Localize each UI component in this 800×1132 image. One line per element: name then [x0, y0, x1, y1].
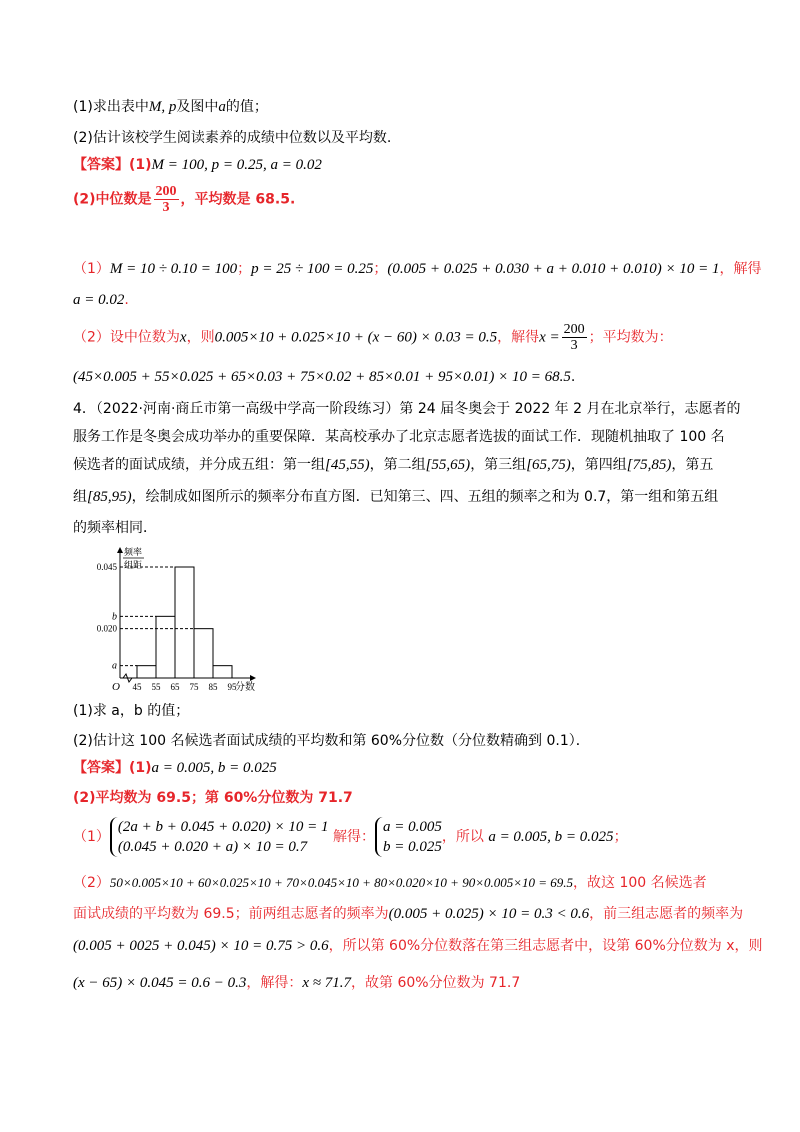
x-tick-label: 75 [189, 682, 199, 692]
solution-4-line-3: 面试成绩的平均数为 69.5；前两组志愿者的频率为(0.005 + 0.025) × 10 = 0.3 < 0.6，前三组志愿者的频率为 [73, 906, 744, 922]
answer-2-line [73, 184, 295, 215]
problem-4-line-3: 候选者的面试成绩，并分成五组：第一组[45,55)，第二组[55,65)，第三组[65,75)，第四组[75,85)，第五 [73, 457, 714, 473]
problem-4-question-2: (2)估计这 100 名候选者面试成绩的平均数和第 60%分位数（分位数精确到 0.1）． [73, 733, 590, 749]
x-axis-arrow [250, 675, 256, 681]
question-text: 及图中 [176, 99, 219, 115]
y-tick-label: b [112, 611, 117, 623]
y-tick-label: 0.045 [96, 562, 117, 572]
fraction: $\frac{200}{3}$ [563, 322, 585, 353]
solution-line-1: （1）M = 10 ÷ 0.10 = 100；p = 25 ÷ 100 = 0.25；(0.005 + 0.025 + 0.030 + a + 0.010 + 0.010) × 10 = 1，解得 [73, 261, 762, 277]
y-tick-label: 0.020 [96, 623, 117, 634]
fraction: $\frac{200}{3}$ [155, 184, 177, 215]
histogram-bar [175, 567, 194, 678]
y-tick-label: a [112, 660, 117, 672]
histogram-bar [194, 629, 213, 678]
solution-line-2: a = 0.02. [73, 292, 129, 308]
equation-system: (2a + b + 0.045 + 0.020) × 10 = 1 (0.045 + 0.020 + a) × 10 = 0.7 [110, 817, 329, 857]
answer-label: 【答案】 [73, 157, 129, 173]
solution-line-3: （2）设中位数为x，则0.005×10 + 0.025×10 + (x − 60) × 0.03 = 0.5，解得x = $\frac{200}{3}$ ；平均数为： [73, 322, 673, 353]
y-axis-arrow [117, 547, 123, 553]
x-tick-label: 85 [208, 682, 218, 692]
x-axis-label: 分数 [235, 682, 255, 693]
problem-4-line-2: 服务工作是冬奥会成功举办的重要保障．某高校承办了北京志愿者选拔的面试工作．现随机抽取了 100 名 [73, 429, 725, 445]
x-tick-label: 45 [132, 682, 142, 692]
origin-label: O [112, 681, 120, 693]
solution-system: a = 0.005 b = 0.025 [375, 817, 442, 857]
question-1-line [73, 96, 268, 118]
y-axis-label-top: 频率 [124, 548, 143, 558]
frequency-histogram [90, 545, 260, 695]
question-2-line: (2)估计该校学生阅读素养的成绩中位数以及平均数. [73, 130, 392, 146]
problem-4-line-4: 组[85,95)，绘制成如图所示的频率分布直方图．已知第三、四、五组的频率之和为 0.7，第一组和第五组 [73, 489, 719, 505]
problem-4-answer-1: 【答案】(1)a = 0.005, b = 0.025 [73, 760, 277, 776]
x-tick-label: 65 [170, 682, 180, 692]
solution-4-line-2: （2）50×0.005×10 + 60×0.025×10 + 70×0.045×10 + 80×0.020×10 + 90×0.005×10 = 69.5，故这 100 名候选者 [73, 875, 707, 891]
x-tick-label: 95 [227, 682, 237, 692]
answer-text: (2)中位数是 [73, 191, 152, 208]
answer-text: ，平均数是 68.5. [180, 191, 296, 208]
histogram-bar [137, 666, 156, 678]
y-axis-label-bottom: 组距 [124, 561, 143, 571]
answer-math: M = 100, p = 0.25, a = 0.02 [151, 157, 322, 173]
histogram-bar [156, 616, 175, 678]
math-vars: M, p [148, 99, 177, 115]
problem-4-question-1: (1)求 a，b 的值； [73, 703, 190, 719]
question-text: 的值； [225, 99, 268, 115]
answer-line [73, 154, 322, 176]
math-var: a [218, 99, 226, 115]
solution-4-line-5: (x − 65) × 0.045 = 0.6 − 0.3，解得：x ≈ 71.7，故第 60%分位数为 71.7 [73, 975, 521, 991]
answer-prefix: (1) [129, 157, 152, 173]
x-tick-label: 55 [151, 682, 161, 692]
problem-4-answer-2: (2)平均数为 69.5；第 60%分位数为 71.7 [73, 790, 353, 806]
solution-4-line-4: (0.005 + 0025 + 0.045) × 10 = 0.75 > 0.6，所以第 60%分位数落在第三组志愿者中，设第 60%分位数为 x，则 [73, 938, 763, 954]
problem-4-line-1: 4．（2022·河南·商丘市第一高级中学高一阶段练习）第 24 届冬奥会于 2022 年 2 月在北京举行，志愿者的 [73, 401, 741, 417]
histogram-bar [213, 666, 232, 678]
problem-4-line-5: 的频率相同． [73, 520, 157, 536]
question-text: (1)求出表中 [73, 99, 149, 115]
solution-line-4: (45×0.005 + 55×0.025 + 65×0.03 + 75×0.02 + 85×0.01 + 95×0.01) × 10 = 68.5. [73, 369, 576, 385]
solution-4-part-1: （1） (2a + b + 0.045 + 0.020) × 10 = 1 (0.045 + 0.020 + a) × 10 = 0.7 解得： a = 0.005 b = 0.025 ，所以 a = 0.005, b = 0.025； [73, 819, 628, 855]
